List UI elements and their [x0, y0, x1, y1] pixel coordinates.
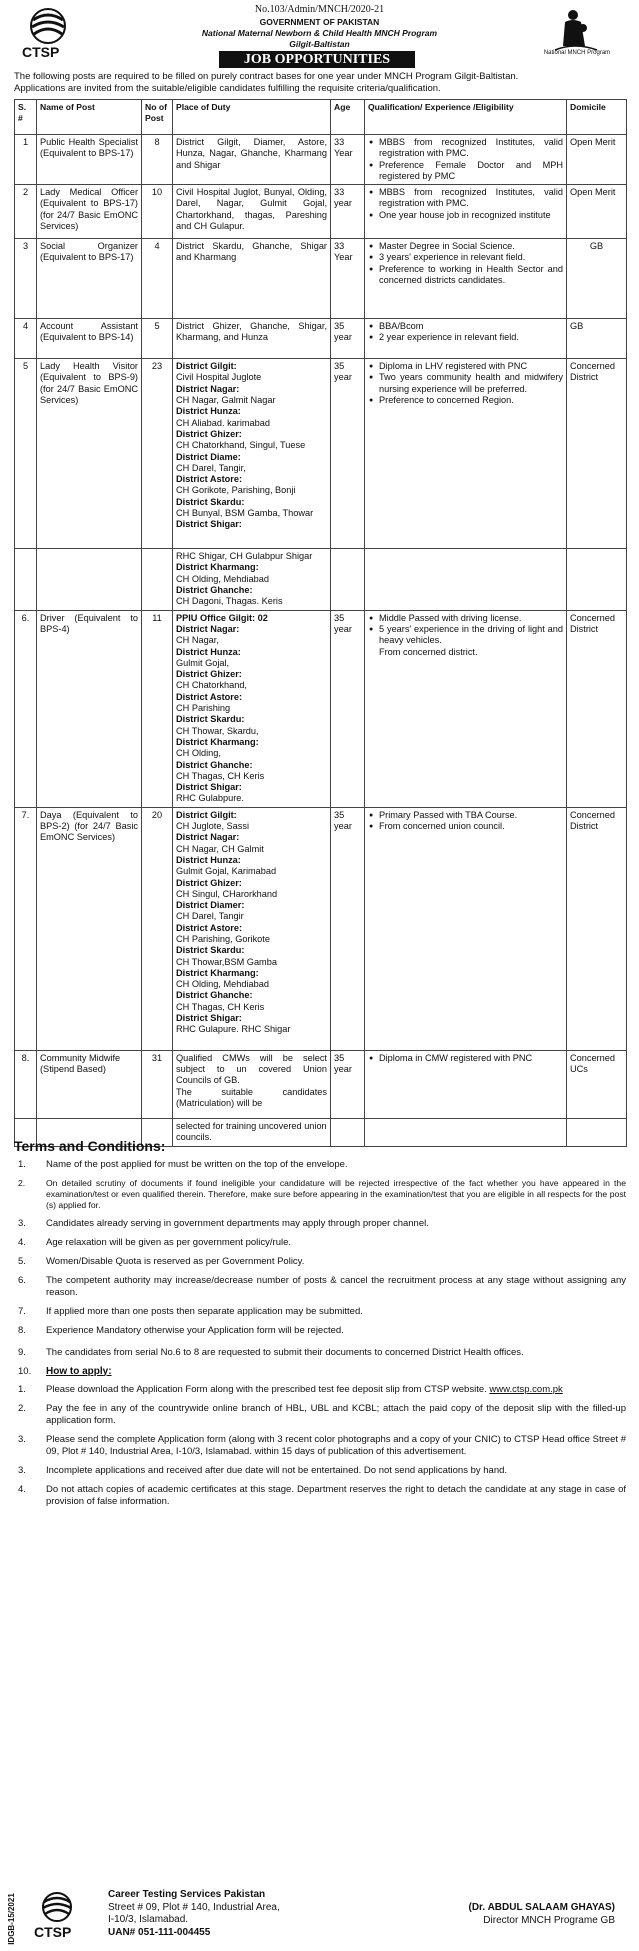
list-item: 7. If applied more than one posts then separate application may be submitted.	[18, 1305, 363, 1317]
cell-post: Daya (Equivalent to BPS-2) (for 24/7 Basic EmONC Services)	[37, 807, 142, 1050]
cell-post: Social Organizer (Equivalent to BPS-17)	[37, 239, 142, 319]
cell-no: 10	[142, 185, 173, 239]
cell-no: 8	[142, 135, 173, 185]
cell-post: Driver (Equivalent to BPS-4)	[37, 610, 142, 807]
cell-age: 35 year	[331, 807, 365, 1050]
cell-no: 20	[142, 807, 173, 1050]
cell-no: 23	[142, 359, 173, 549]
qual-item: ● Diploma in CMW registered with PNC	[379, 1053, 563, 1064]
place-value: CH Chatorkhand, Singul, Tuese	[176, 440, 306, 451]
qual-item: ● Middle Passed with driving license.	[379, 613, 563, 624]
place-value: RHC Gulabpure.	[176, 793, 244, 804]
how-to-apply-title: How to apply:	[46, 1365, 112, 1377]
list-item: 3. Candidates already serving in government departments may apply through proper channel.	[18, 1217, 429, 1229]
place-value: Qualified CMWs will be select subject to un covered Union Councils of GB.	[176, 1052, 327, 1086]
table-row	[15, 610, 627, 807]
cell-no: 31	[142, 1050, 173, 1118]
terms-section	[14, 1138, 626, 1515]
cell-post: Lady Health Visitor (Equivalent to BPS-9) (for 24/7 Basic EmONC Services)	[37, 359, 142, 549]
cell-qual	[365, 239, 567, 319]
place-value: RHC Shigar, CH Gulabpur Shigar	[176, 551, 313, 562]
table-row	[15, 359, 627, 549]
cell-no: 5	[142, 319, 173, 359]
place-district: District Shigar:	[176, 782, 242, 793]
list-item: 1. Please download the Application Form along with the prescribed test fee deposit slip from CTSP website. www.ctsp.com.pk	[18, 1384, 563, 1395]
cell-qual	[365, 1050, 567, 1118]
ctsp-footer-logo-text: CTSP	[34, 1924, 72, 1940]
place-value: CH Juglote, Sassi	[176, 821, 250, 832]
cell-no: 4	[142, 239, 173, 319]
place-value: CH Thagas, CH Keris	[176, 770, 265, 781]
intro-text	[14, 71, 626, 95]
place-district: District Astore:	[176, 691, 243, 702]
table-row	[15, 1050, 627, 1118]
qual-item: ● 3 years' experience in relevant field.	[379, 252, 563, 263]
cell-domicile: Open Merit	[567, 135, 627, 185]
footer	[0, 1886, 639, 1951]
list-item: 3. Please send the complete Application form (along with 3 recent color photographs and a copy of your CNIC) to CTSP Head office Street # 09, Plot # 140, Industrial Area, I-10/3, Islamabad. within 15 days of publication of this advertisement.	[18, 1434, 626, 1457]
cell-domicile: Concerned UCs	[567, 1050, 627, 1118]
cell-post: Account Assistant (Equivalent to BPS-14)	[37, 319, 142, 359]
address-line-1: Street # 09, Plot # 140, Industrial Area,	[108, 1901, 280, 1913]
government-title: GOVERNMENT OF PAKISTAN	[259, 17, 380, 27]
place-district: District Ghizer:	[176, 877, 242, 888]
org-name: Career Testing Services Pakistan	[108, 1889, 266, 1900]
place-district: District Skardu:	[176, 496, 245, 507]
place-district: District Nagar:	[176, 383, 240, 394]
cell-age: 33 year	[331, 185, 365, 239]
list-item: 5. Women/Disable Quota is reserved as per Government Policy.	[18, 1255, 305, 1267]
qual-item: ● BBA/Bcom	[379, 321, 563, 332]
terms-title: Terms and Conditions:	[14, 1138, 166, 1154]
place-value: CH Thagas, CH Keris	[176, 1001, 265, 1012]
cell-place: selected for training uncovered union councils.	[173, 1118, 331, 1146]
cell-age: 35 year	[331, 359, 365, 549]
ctsp-logo-text: CTSP	[22, 44, 60, 60]
cell-place	[173, 359, 331, 549]
place-district: District Diame:	[176, 451, 241, 462]
place-value: Gulmit Gojal, Karimabad	[176, 866, 277, 877]
place-value: CH Bunyal, BSM Gamba, Thowar	[176, 508, 314, 519]
cell-sno: 2	[15, 185, 37, 239]
list-item: 8. Experience Mandatory otherwise your Application form will be rejected.	[18, 1324, 344, 1336]
qual-item: ● Two years community health and midwifery nursing experience will be preferred.	[379, 372, 563, 395]
signature-block	[395, 1902, 615, 1927]
program-location: Gilgit-Baltistan	[289, 39, 350, 49]
place-value: CH Thowar,BSM Gamba	[176, 956, 277, 967]
place-value: CH Singul, CHarorkhand	[176, 888, 278, 899]
list-item: 2. Pay the fee in any of the countrywide online branch of HBL, UBL and KCBL; attach the paid copy of the deposit slip with the filled-up application form.	[18, 1403, 626, 1426]
table-row	[15, 319, 627, 359]
cell-qual	[365, 319, 567, 359]
cell-domicile: GB	[567, 319, 627, 359]
header	[0, 0, 639, 94]
place-value: CH Dagoni, Thagas. Keris	[176, 596, 283, 607]
place-value: CH Gorikote, Parishing, Bonji	[176, 485, 296, 496]
cell-no: 11	[142, 610, 173, 807]
cell-place	[173, 549, 331, 610]
place-district: District Ghizer:	[176, 428, 242, 439]
table-row	[15, 135, 627, 185]
list-item: 4. Age relaxation will be given as per government policy/rule.	[18, 1236, 292, 1248]
place-value: CH Olding, Mehdiabad	[176, 979, 269, 990]
cell-domicile: GB	[567, 239, 627, 319]
footer-address	[108, 1889, 280, 1939]
cell-qual	[365, 185, 567, 239]
place-value: RHC Gulapure. RHC Shigar	[176, 1024, 291, 1035]
header-qual: Qualification/ Experience /Eligibility	[365, 100, 567, 135]
cell-qual	[365, 359, 567, 549]
table-header-row	[15, 100, 627, 135]
qual-item: ● MBBS from recognized Institutes, valid registration with PMC.	[379, 187, 563, 210]
how-to-apply-list	[14, 1384, 626, 1508]
cell-post: Community Midwife (Stipend Based)	[37, 1050, 142, 1118]
cell-sno: 8.	[15, 1050, 37, 1118]
list-item: 1. Name of the post applied for must be written on the top of the envelope.	[18, 1158, 348, 1170]
qual-item: ● One year house job in recognized institute	[379, 210, 563, 221]
mnch-mother-child-icon	[545, 6, 605, 54]
list-item: 9. The candidates from serial No.6 to 8 are requested to submit their documents to concerned District Health offices.	[18, 1346, 524, 1358]
job-opportunities-banner: JOB OPPORTUNITIES	[219, 51, 415, 68]
cell-qual	[365, 135, 567, 185]
ctsp-website-link[interactable]: www.ctsp.com.pk	[489, 1384, 563, 1395]
place-value: CH Nagar, Galmit Nagar	[176, 395, 276, 406]
place-district: District Gilgit:	[176, 361, 237, 372]
place-value: CH Aliabad. karimabad	[176, 417, 270, 428]
header-domicile: Domicile	[567, 100, 627, 135]
program-title: National Maternal Newborn & Child Health MNCH Program	[201, 28, 438, 38]
list-item: 6. The competent authority may increase/decrease number of posts & cancel the recruitment process at any stage without assigning any reason.	[18, 1274, 626, 1298]
cell-domicile: Concerned District	[567, 610, 627, 807]
place-value: Civil Hospital Juglote	[176, 372, 262, 383]
place-district: District Ghanche:	[176, 585, 253, 596]
header-place: Place of Duty	[173, 100, 331, 135]
place-value: CH Thowar, Skardu,	[176, 725, 259, 736]
qual-item: ● Preference to concerned Region.	[379, 395, 563, 406]
place-district: District Astore:	[176, 474, 243, 485]
uan-number: UAN# 051-111-004455	[108, 1926, 211, 1938]
header-no: No of Post	[142, 100, 173, 135]
reference-number: No.103/Admin/MNCH/2020-21	[254, 4, 385, 15]
header-post: Name of Post	[37, 100, 142, 135]
qual-item: ● 2 year experience in relevant field.	[379, 332, 563, 343]
place-district: District Hunza:	[176, 854, 241, 865]
cell-sno: 3	[15, 239, 37, 319]
place-district: District Hunza:	[176, 406, 241, 417]
table-row-continued	[15, 549, 627, 610]
signer-title: Director MNCH Programe GB	[483, 1914, 615, 1926]
place-value: The suitable candidates (Matriculation) will be	[176, 1086, 327, 1108]
qual-note: From concerned district.	[379, 646, 478, 657]
qual-item: ● Preference to working in Health Sector and concerned districts candidates.	[379, 264, 563, 287]
jobs-table	[14, 99, 627, 1147]
cell-sno: 7.	[15, 807, 37, 1050]
place-value: CH Nagar,	[176, 635, 219, 646]
cell-domicile: Concerned District	[567, 807, 627, 1050]
place-district: District Kharmang:	[176, 967, 259, 978]
cell-place	[173, 807, 331, 1050]
cell-post: Public Health Specialist (Equivalent to BPS-17)	[37, 135, 142, 185]
place-district: District Hunza:	[176, 646, 241, 657]
place-district: District Skardu:	[176, 714, 245, 725]
terms-list: 1. Name of the post applied for must be written on the top of the envelope. 2. On detailed scrutiny of documents if found ineligible your candidature will be rejected irrespective of the fact whether you have appeared in the examination/test or even qualified therein. Therefore, make sure before appearing in the examination/test that you are eligible in all respects for the post (s) applied for. 3. Candidates already serving in government departments may apply through proper channel. 4. Age relaxation will be given as per government policy/rule. 5. Women/Disable Quota is reserved as per Government Policy. 6. The competent authority may increase/decrease number of posts & cancel the recruitment process at any stage without assigning any reason. 7. If applied more than one posts then separate application may be submitted. 8. Experience Mandatory otherwise your Application form will be rejected. 9. The candidates from serial No.6 to 8 are requested to submit their documents to concerned District Health offices. 10.	[14, 1159, 626, 1359]
place-district: District Gilgit:	[176, 809, 237, 820]
place-value: CH Darel, Tangir	[176, 911, 244, 922]
idgb-code: IDGB-15/2021	[6, 1893, 16, 1945]
intro-line-1: The following posts are required to be filled on purely contract bases for one year under MNCH Program Gilgit-Baltistan.	[14, 71, 519, 82]
place-value: Gulmit Gojal,	[176, 657, 230, 668]
cell-place: District Skardu, Ghanche, Shigar and Kharmang	[173, 239, 331, 319]
cell-place	[173, 1050, 331, 1118]
cell-age: 35 year	[331, 610, 365, 807]
cell-qual	[365, 610, 567, 807]
place-value: CH Darel, Tangir,	[176, 462, 246, 473]
place-value: CH Chatorkhand,	[176, 680, 247, 691]
cell-sno: 4	[15, 319, 37, 359]
place-district: District Astore:	[176, 922, 243, 933]
place-district: District Kharmang:	[176, 736, 259, 747]
place-value: CH Olding, Mehdiabad	[176, 573, 269, 584]
table-row	[15, 239, 627, 319]
place-district: District Diamer:	[176, 900, 245, 911]
cell-sno: 6.	[15, 610, 37, 807]
place-district: District Nagar:	[176, 623, 240, 634]
place-district: District Ghanche:	[176, 990, 253, 1001]
header-age: Age	[331, 100, 365, 135]
cell-qual	[365, 807, 567, 1050]
place-district: District Skardu:	[176, 945, 245, 956]
qual-item: ● From concerned union council.	[379, 821, 563, 832]
signer-name: (Dr. ABDUL SALAAM GHAYAS)	[468, 1902, 615, 1913]
qual-item: ● 5 years' experience in the driving of light and heavy vehicles.	[379, 624, 563, 647]
qual-item: ● Preference Female Doctor and MPH registered by PMC	[379, 160, 563, 183]
cell-place	[173, 610, 331, 807]
table-row	[15, 185, 627, 239]
intro-line-2: Applications are invited from the suitable/eligible candidates fulfilling the requisite criteria/qualification.	[14, 83, 441, 94]
mnch-logo-label: National MNCH Program	[543, 50, 611, 56]
cell-place: District Gilgit, Diamer, Astore, Hunza, Nagar, Ghanche, Kharmang and Shigar	[173, 135, 331, 185]
place-district: District Ghizer:	[176, 669, 242, 680]
place-district: District Nagar:	[176, 832, 240, 843]
list-item: 3. Incomplete applications and received after due date will not be entertained. Do not send applications by hand.	[18, 1465, 508, 1476]
cell-place: Civil Hospital Juglot, Bunyal, Olding, Darel, Nagar, Gulmit Gojal, Chartorkhand, thagas, Pareshing and CH Gulapur.	[173, 185, 331, 239]
place-district: District Shigar:	[176, 1013, 242, 1024]
list-item: 2. On detailed scrutiny of documents if found ineligible your candidature will be rejected irrespective of the fact whether you have appeared in the examination/test or even qualified therein. Therefore, make sure before appearing in the examination/test that you are eligible in all respects for the post (s) applied for.	[18, 1177, 626, 1210]
qual-item: ● Diploma in LHV registered with PNC	[379, 361, 563, 372]
place-district: District Ghanche:	[176, 759, 253, 770]
qual-item: ● Master Degree in Social Science.	[379, 241, 563, 252]
place-value: CH Parishing, Gorikote	[176, 933, 270, 944]
place-district: District Kharmang:	[176, 562, 259, 573]
cell-post: Lady Medical Officer (Equivalent to BPS-17) (for 24/7 Basic EmONC Services)	[37, 185, 142, 239]
place-value: CH Olding,	[176, 748, 221, 759]
cell-age: 33 Year	[331, 135, 365, 185]
cell-place: District Ghizer, Ghanche, Shigar, Kharmang, and Hunza	[173, 319, 331, 359]
qual-item: ● Primary Passed with TBA Course.	[379, 810, 563, 821]
qual-item: ● MBBS from recognized Institutes, valid registration with PMC.	[379, 137, 563, 160]
cell-sno: 5	[15, 359, 37, 549]
list-item: 4. Do not attach copies of academic certificates at this stage. Department reserves the right to detach the candidate at any stage in case of provision of false information.	[18, 1484, 626, 1507]
cell-domicile: Open Merit	[567, 185, 627, 239]
cell-sno: 1	[15, 135, 37, 185]
header-sno: S. #	[15, 100, 37, 135]
place-district: PPIU Office Gilgit: 02	[176, 612, 268, 623]
table-row	[15, 807, 627, 1050]
place-value: CH Nagar, CH Galmit	[176, 843, 264, 854]
cell-age: 35 year	[331, 1050, 365, 1118]
place-district: District Shigar:	[176, 519, 242, 530]
place-value: CH Parishing	[176, 703, 231, 714]
address-line-2: I-10/3, Islamabad.	[108, 1914, 189, 1925]
cell-age: 35 year	[331, 319, 365, 359]
cell-domicile: Concerned District	[567, 359, 627, 549]
cell-age: 33 Year	[331, 239, 365, 319]
